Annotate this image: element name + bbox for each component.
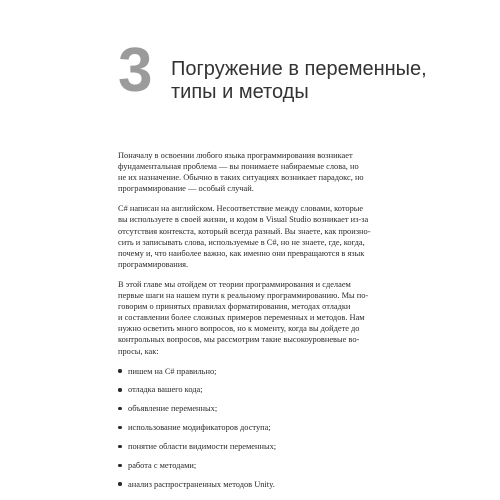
bullet-icon — [118, 464, 122, 468]
list-item-text: анализ распространенных методов Unity. — [128, 479, 275, 489]
chapter-title — [171, 58, 431, 104]
bullet-icon — [118, 407, 122, 411]
list-item-text: отладка вашего кода; — [128, 385, 203, 395]
text-line: нужно осветить много вопросов, но к моменту, когда вы дойдете до — [118, 324, 360, 334]
text-line: программирования. — [118, 259, 189, 269]
topics-list — [118, 366, 394, 490]
text-line: не их назначение. Обычно в таких ситуациях возникает парадокс, но — [118, 173, 364, 183]
text-line: и составлении более сложных примеров переменных и методов. Нам — [118, 313, 365, 323]
text-line: говорим о принятых правилах форматирования, методах отладки — [118, 302, 351, 312]
list-item-text: понятие области видимости переменных; — [128, 442, 277, 452]
text-line: контрольных вопросов, мы рассмотрим такие высокоуровневые во- — [118, 335, 360, 345]
list-item — [118, 384, 394, 395]
bullet-icon — [118, 445, 122, 449]
text-line: первые шаги на нашем пути к реальному программированию. Мы по- — [118, 291, 369, 301]
text-line: фундаментальная проблема — вы понимаете набираемые слова, но — [118, 162, 359, 172]
text-line: почему и, что наиболее важно, как именно они превращаются в язык — [118, 248, 365, 258]
text-line: отсутствия контекста, который всегда разный. Вы знаете, как произно- — [118, 226, 371, 236]
list-item-text: пишем на C# правильно; — [128, 366, 217, 376]
text-line: C# написан на английском. Несоответствие между словами, которые — [118, 204, 364, 214]
text-line: просы, как: — [118, 346, 159, 356]
body-text — [118, 150, 394, 498]
chapter-title-line: типы и методы — [171, 81, 309, 103]
bullet-icon — [118, 388, 122, 392]
bullet-icon — [118, 369, 122, 373]
list-item — [118, 460, 394, 471]
list-item — [118, 441, 394, 452]
text-line: вы используете в своей жизни, и кодом в Visual Studio возникает из-за — [118, 215, 369, 225]
text-line: В этой главе мы отойдем от теории программирования и сделаем — [118, 279, 351, 289]
text-line: программирование — особый случай. — [118, 184, 254, 194]
list-item-text: использование модификаторов доступа; — [128, 423, 271, 433]
list-item — [118, 422, 394, 433]
list-item-text: объявление переменных; — [128, 404, 218, 414]
chapter-title-line: Погружение в переменные, — [171, 58, 427, 80]
paragraph-chapter-overview — [118, 279, 394, 357]
bullet-icon — [118, 426, 122, 430]
bullet-icon — [118, 482, 122, 486]
text-line: сить и записывать слова, используемые в C#, но не знаете, где, когда, — [118, 237, 365, 247]
chapter-number: 3 — [118, 36, 153, 105]
paragraph-intro — [118, 150, 394, 194]
list-item — [118, 366, 394, 377]
list-item-text: работа с методами; — [128, 461, 197, 471]
text-line: Поначалу в освоении любого языка программирования возникает — [118, 151, 353, 160]
list-item — [118, 403, 394, 414]
list-item — [118, 479, 394, 490]
paragraph-context — [118, 203, 394, 270]
